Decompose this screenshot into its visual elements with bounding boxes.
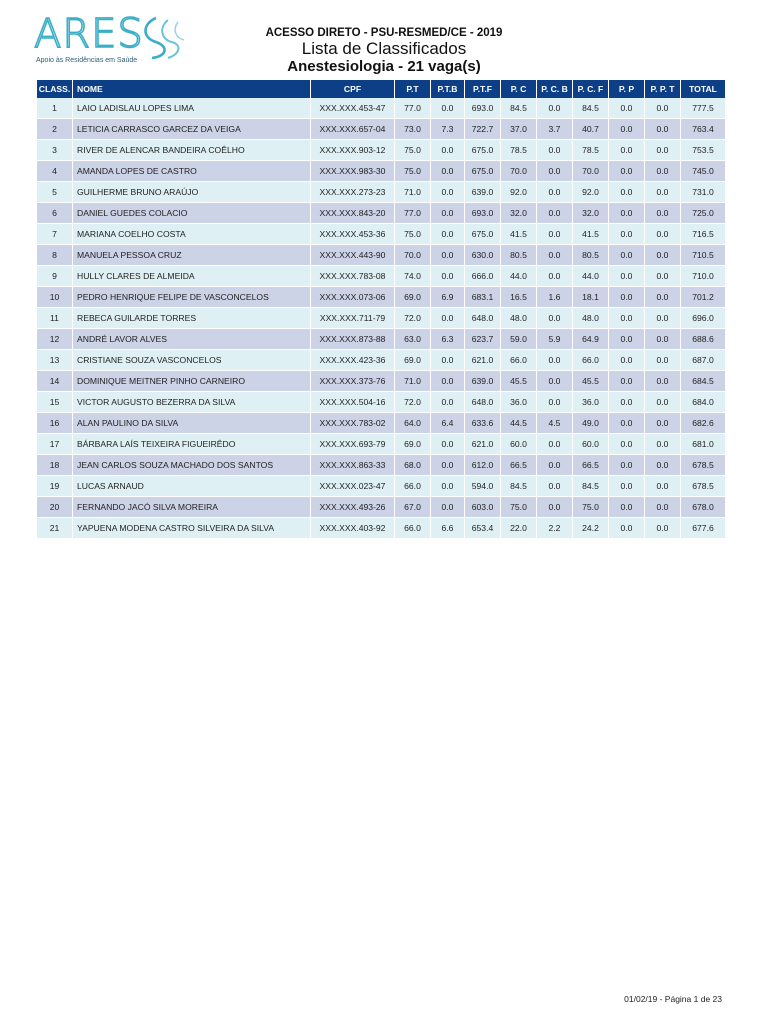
- pp-cell: 0.0: [609, 203, 645, 224]
- ppt-cell: 0.0: [645, 413, 681, 434]
- class-cell: 19: [37, 476, 73, 497]
- total-cell: 678.5: [681, 455, 726, 476]
- ppt-cell: 0.0: [645, 329, 681, 350]
- ptb-cell: 0.0: [431, 434, 465, 455]
- table-row: [37, 140, 726, 161]
- table-row: [37, 434, 726, 455]
- cpf-cell: XXX.XXX.443-90: [311, 245, 395, 266]
- pp-cell: 0.0: [609, 413, 645, 434]
- ptf-cell: 648.0: [465, 392, 501, 413]
- name-cell: CRISTIANE SOUZA VASCONCELOS: [73, 350, 311, 371]
- pt-cell: 63.0: [395, 329, 431, 350]
- header-name-col: NOME: [73, 80, 311, 98]
- ptb-cell: 0.0: [431, 350, 465, 371]
- pp-cell: 0.0: [609, 224, 645, 245]
- ppt-cell: 0.0: [645, 119, 681, 140]
- pcb-cell: 0.0: [537, 371, 573, 392]
- ppt-cell: 0.0: [645, 434, 681, 455]
- name-cell: RIVER DE ALENCAR BANDEIRA COÊLHO: [73, 140, 311, 161]
- header-pcf-col: P. C. F: [573, 80, 609, 98]
- name-cell: ANDRÉ LAVOR ALVES: [73, 329, 311, 350]
- ppt-cell: 0.0: [645, 518, 681, 539]
- pt-cell: 71.0: [395, 371, 431, 392]
- ptf-cell: 639.0: [465, 182, 501, 203]
- logo-swirl-icon: [138, 14, 194, 60]
- ares-logo: [34, 12, 194, 70]
- total-cell: 677.6: [681, 518, 726, 539]
- class-cell: 15: [37, 392, 73, 413]
- cpf-cell: XXX.XXX.843-20: [311, 203, 395, 224]
- class-cell: 21: [37, 518, 73, 539]
- ptb-cell: 0.0: [431, 224, 465, 245]
- table-row: [37, 266, 726, 287]
- ptb-cell: 0.0: [431, 476, 465, 497]
- total-cell: 684.5: [681, 371, 726, 392]
- class-cell: 10: [37, 287, 73, 308]
- total-cell: 678.5: [681, 476, 726, 497]
- document-header: [200, 27, 568, 76]
- pp-cell: 0.0: [609, 140, 645, 161]
- pcb-cell: 0.0: [537, 161, 573, 182]
- pcf-cell: 49.0: [573, 413, 609, 434]
- pp-cell: 0.0: [609, 329, 645, 350]
- pcf-cell: 24.2: [573, 518, 609, 539]
- specialty-title: Anestesiologia - 21 vaga(s): [287, 58, 481, 75]
- cpf-cell: XXX.XXX.073-06: [311, 287, 395, 308]
- table-row: [37, 455, 726, 476]
- class-cell: 7: [37, 224, 73, 245]
- logo-wordmark: ARES: [34, 11, 144, 57]
- pcb-cell: 3.7: [537, 119, 573, 140]
- pcb-cell: 0.0: [537, 182, 573, 203]
- total-cell: 753.5: [681, 140, 726, 161]
- pt-cell: 74.0: [395, 266, 431, 287]
- name-cell: YAPUENA MODENA CASTRO SILVEIRA DA SILVA: [73, 518, 311, 539]
- ptf-cell: 722.7: [465, 119, 501, 140]
- ptf-cell: 633.6: [465, 413, 501, 434]
- ppt-cell: 0.0: [645, 140, 681, 161]
- pc-cell: 22.0: [501, 518, 537, 539]
- pp-cell: 0.0: [609, 434, 645, 455]
- cpf-cell: XXX.XXX.983-30: [311, 161, 395, 182]
- name-cell: LETICIA CARRASCO GARCEZ DA VEIGA: [73, 119, 311, 140]
- ptb-cell: 0.0: [431, 140, 465, 161]
- class-cell: 12: [37, 329, 73, 350]
- name-cell: LUCAS ARNAUD: [73, 476, 311, 497]
- name-cell: HULLY CLARES DE ALMEIDA: [73, 266, 311, 287]
- total-cell: 696.0: [681, 308, 726, 329]
- ptb-cell: 0.0: [431, 203, 465, 224]
- pp-cell: 0.0: [609, 392, 645, 413]
- ptb-cell: 0.0: [431, 392, 465, 413]
- ptb-cell: 0.0: [431, 98, 465, 119]
- table-row: [37, 161, 726, 182]
- pt-cell: 66.0: [395, 518, 431, 539]
- pp-cell: 0.0: [609, 266, 645, 287]
- cpf-cell: XXX.XXX.373-76: [311, 371, 395, 392]
- ptf-cell: 683.1: [465, 287, 501, 308]
- pt-cell: 77.0: [395, 203, 431, 224]
- total-cell: 688.6: [681, 329, 726, 350]
- name-cell: GUILHERME BRUNO ARAÚJO: [73, 182, 311, 203]
- ptf-cell: 693.0: [465, 203, 501, 224]
- header-class-col: CLASS.: [37, 80, 73, 98]
- pcb-cell: 0.0: [537, 455, 573, 476]
- pp-cell: 0.0: [609, 476, 645, 497]
- pcb-cell: 5.9: [537, 329, 573, 350]
- table-row: [37, 245, 726, 266]
- class-cell: 18: [37, 455, 73, 476]
- ptb-cell: 0.0: [431, 455, 465, 476]
- pt-cell: 67.0: [395, 497, 431, 518]
- ptb-cell: 0.0: [431, 497, 465, 518]
- total-cell: 710.0: [681, 266, 726, 287]
- pc-cell: 37.0: [501, 119, 537, 140]
- pt-cell: 77.0: [395, 98, 431, 119]
- pcf-cell: 18.1: [573, 287, 609, 308]
- ptb-cell: 0.0: [431, 161, 465, 182]
- cpf-cell: XXX.XXX.693-79: [311, 434, 395, 455]
- pp-cell: 0.0: [609, 371, 645, 392]
- header-total-col: TOTAL: [681, 80, 726, 98]
- class-cell: 3: [37, 140, 73, 161]
- name-cell: MANUELA PESSOA CRUZ: [73, 245, 311, 266]
- pt-cell: 75.0: [395, 161, 431, 182]
- table-body: [37, 98, 726, 539]
- ppt-cell: 0.0: [645, 497, 681, 518]
- pt-cell: 70.0: [395, 245, 431, 266]
- total-cell: 763.4: [681, 119, 726, 140]
- class-cell: 6: [37, 203, 73, 224]
- total-cell: 716.5: [681, 224, 726, 245]
- class-cell: 11: [37, 308, 73, 329]
- cpf-cell: XXX.XXX.423-36: [311, 350, 395, 371]
- pc-cell: 59.0: [501, 329, 537, 350]
- ptf-cell: 630.0: [465, 245, 501, 266]
- table-row: [37, 182, 726, 203]
- table-row: [37, 518, 726, 539]
- ptb-cell: 7.3: [431, 119, 465, 140]
- class-cell: 17: [37, 434, 73, 455]
- pc-cell: 84.5: [501, 476, 537, 497]
- pcf-cell: 48.0: [573, 308, 609, 329]
- cpf-cell: XXX.XXX.657-04: [311, 119, 395, 140]
- table-header-row: [37, 80, 726, 98]
- pcb-cell: 0.0: [537, 392, 573, 413]
- table-row: [37, 476, 726, 497]
- table-row: [37, 392, 726, 413]
- header-pcb-col: P. C. B: [537, 80, 573, 98]
- header-pc-col: P. C: [501, 80, 537, 98]
- ppt-cell: 0.0: [645, 245, 681, 266]
- table-row: [37, 224, 726, 245]
- classification-table: [37, 80, 726, 539]
- class-cell: 16: [37, 413, 73, 434]
- ptf-cell: 621.0: [465, 434, 501, 455]
- header-ppt-col: P. P. T: [645, 80, 681, 98]
- ppt-cell: 0.0: [645, 287, 681, 308]
- pcf-cell: 44.0: [573, 266, 609, 287]
- pc-cell: 32.0: [501, 203, 537, 224]
- ptb-cell: 0.0: [431, 308, 465, 329]
- pcf-cell: 66.0: [573, 350, 609, 371]
- pcb-cell: 0.0: [537, 434, 573, 455]
- pcb-cell: 0.0: [537, 350, 573, 371]
- total-cell: 710.5: [681, 245, 726, 266]
- pcf-cell: 66.5: [573, 455, 609, 476]
- name-cell: BÁRBARA LAÍS TEIXEIRA FIGUEIRÊDO: [73, 434, 311, 455]
- page-footer: 01/02/19 - Página 1 de 23: [624, 994, 722, 1004]
- table-row: [37, 287, 726, 308]
- total-cell: 684.0: [681, 392, 726, 413]
- name-cell: ALAN PAULINO DA SILVA: [73, 413, 311, 434]
- total-cell: 701.2: [681, 287, 726, 308]
- pcf-cell: 75.0: [573, 497, 609, 518]
- ptf-cell: 612.0: [465, 455, 501, 476]
- class-cell: 1: [37, 98, 73, 119]
- ptf-cell: 623.7: [465, 329, 501, 350]
- pcb-cell: 0.0: [537, 266, 573, 287]
- class-cell: 9: [37, 266, 73, 287]
- pcb-cell: 0.0: [537, 224, 573, 245]
- pt-cell: 72.0: [395, 308, 431, 329]
- ppt-cell: 0.0: [645, 392, 681, 413]
- pt-cell: 72.0: [395, 392, 431, 413]
- class-cell: 13: [37, 350, 73, 371]
- pc-cell: 75.0: [501, 497, 537, 518]
- header-ptf-col: P.T.F: [465, 80, 501, 98]
- pcb-cell: 0.0: [537, 308, 573, 329]
- name-cell: LAIO LADISLAU LOPES LIMA: [73, 98, 311, 119]
- cpf-cell: XXX.XXX.023-47: [311, 476, 395, 497]
- cpf-cell: XXX.XXX.453-36: [311, 224, 395, 245]
- pc-cell: 44.0: [501, 266, 537, 287]
- total-cell: 745.0: [681, 161, 726, 182]
- ppt-cell: 0.0: [645, 476, 681, 497]
- pt-cell: 68.0: [395, 455, 431, 476]
- ptf-cell: 675.0: [465, 224, 501, 245]
- pcf-cell: 70.0: [573, 161, 609, 182]
- pt-cell: 71.0: [395, 182, 431, 203]
- name-cell: DOMINIQUE MEITNER PINHO CARNEIRO: [73, 371, 311, 392]
- pcb-cell: 0.0: [537, 497, 573, 518]
- logo-tagline: Apoio às Residências em Saúde: [36, 57, 138, 64]
- table-row: [37, 413, 726, 434]
- ptf-cell: 648.0: [465, 308, 501, 329]
- cpf-cell: XXX.XXX.783-08: [311, 266, 395, 287]
- name-cell: REBECA GUILARDE TORRES: [73, 308, 311, 329]
- pcb-cell: 0.0: [537, 476, 573, 497]
- pp-cell: 0.0: [609, 182, 645, 203]
- pc-cell: 45.5: [501, 371, 537, 392]
- pcf-cell: 41.5: [573, 224, 609, 245]
- pp-cell: 0.0: [609, 497, 645, 518]
- pcf-cell: 84.5: [573, 98, 609, 119]
- pcf-cell: 84.5: [573, 476, 609, 497]
- class-cell: 8: [37, 245, 73, 266]
- pt-cell: 73.0: [395, 119, 431, 140]
- name-cell: PEDRO HENRIQUE FELIPE DE VASCONCELOS: [73, 287, 311, 308]
- ptf-cell: 621.0: [465, 350, 501, 371]
- pp-cell: 0.0: [609, 119, 645, 140]
- ptf-cell: 675.0: [465, 140, 501, 161]
- ptb-cell: 0.0: [431, 266, 465, 287]
- pc-cell: 92.0: [501, 182, 537, 203]
- pcb-cell: 0.0: [537, 98, 573, 119]
- pc-cell: 16.5: [501, 287, 537, 308]
- pc-cell: 78.5: [501, 140, 537, 161]
- pc-cell: 66.0: [501, 350, 537, 371]
- pc-cell: 44.5: [501, 413, 537, 434]
- cpf-cell: XXX.XXX.863-33: [311, 455, 395, 476]
- pt-cell: 69.0: [395, 287, 431, 308]
- ppt-cell: 0.0: [645, 371, 681, 392]
- class-cell: 4: [37, 161, 73, 182]
- cpf-cell: XXX.XXX.273-23: [311, 182, 395, 203]
- cpf-cell: XXX.XXX.873-88: [311, 329, 395, 350]
- pc-cell: 80.5: [501, 245, 537, 266]
- pcb-cell: 4.5: [537, 413, 573, 434]
- pc-cell: 70.0: [501, 161, 537, 182]
- pcf-cell: 92.0: [573, 182, 609, 203]
- table-row: [37, 497, 726, 518]
- ppt-cell: 0.0: [645, 308, 681, 329]
- ptf-cell: 675.0: [465, 161, 501, 182]
- ptb-cell: 6.6: [431, 518, 465, 539]
- pp-cell: 0.0: [609, 350, 645, 371]
- total-cell: 731.0: [681, 182, 726, 203]
- pc-cell: 84.5: [501, 98, 537, 119]
- pc-cell: 66.5: [501, 455, 537, 476]
- name-cell: MARIANA COELHO COSTA: [73, 224, 311, 245]
- total-cell: 682.6: [681, 413, 726, 434]
- ppt-cell: 0.0: [645, 266, 681, 287]
- pp-cell: 0.0: [609, 287, 645, 308]
- total-cell: 681.0: [681, 434, 726, 455]
- total-cell: 678.0: [681, 497, 726, 518]
- pcf-cell: 40.7: [573, 119, 609, 140]
- pt-cell: 66.0: [395, 476, 431, 497]
- ptb-cell: 6.4: [431, 413, 465, 434]
- pcf-cell: 78.5: [573, 140, 609, 161]
- pp-cell: 0.0: [609, 308, 645, 329]
- pcf-cell: 64.9: [573, 329, 609, 350]
- ptb-cell: 6.3: [431, 329, 465, 350]
- table-row: [37, 329, 726, 350]
- table-row: [37, 119, 726, 140]
- ptf-cell: 666.0: [465, 266, 501, 287]
- pp-cell: 0.0: [609, 518, 645, 539]
- pt-cell: 69.0: [395, 350, 431, 371]
- ppt-cell: 0.0: [645, 98, 681, 119]
- ppt-cell: 0.0: [645, 161, 681, 182]
- cpf-cell: XXX.XXX.903-12: [311, 140, 395, 161]
- table-row: [37, 98, 726, 119]
- table-row: [37, 350, 726, 371]
- pcf-cell: 60.0: [573, 434, 609, 455]
- pp-cell: 0.0: [609, 455, 645, 476]
- header-cpf-col: CPF: [311, 80, 395, 98]
- header-ptb-col: P.T.B: [431, 80, 465, 98]
- pt-cell: 69.0: [395, 434, 431, 455]
- ptf-cell: 603.0: [465, 497, 501, 518]
- exam-title: ACESSO DIRETO - PSU-RESMED/CE - 2019: [265, 27, 503, 39]
- ppt-cell: 0.0: [645, 224, 681, 245]
- pcf-cell: 32.0: [573, 203, 609, 224]
- ppt-cell: 0.0: [645, 203, 681, 224]
- pc-cell: 41.5: [501, 224, 537, 245]
- name-cell: FERNANDO JACÓ SILVA MOREIRA: [73, 497, 311, 518]
- pcb-cell: 1.6: [537, 287, 573, 308]
- class-cell: 20: [37, 497, 73, 518]
- pt-cell: 75.0: [395, 224, 431, 245]
- class-cell: 14: [37, 371, 73, 392]
- pp-cell: 0.0: [609, 98, 645, 119]
- pcf-cell: 80.5: [573, 245, 609, 266]
- total-cell: 777.5: [681, 98, 726, 119]
- cpf-cell: XXX.XXX.504-16: [311, 392, 395, 413]
- pcb-cell: 0.0: [537, 203, 573, 224]
- ppt-cell: 0.0: [645, 455, 681, 476]
- header-pt-col: P.T: [395, 80, 431, 98]
- name-cell: JEAN CARLOS SOUZA MACHADO DOS SANTOS: [73, 455, 311, 476]
- name-cell: DANIEL GUEDES COLACIO: [73, 203, 311, 224]
- ptb-cell: 0.0: [431, 182, 465, 203]
- cpf-cell: XXX.XXX.453-47: [311, 98, 395, 119]
- total-cell: 725.0: [681, 203, 726, 224]
- pcb-cell: 2.2: [537, 518, 573, 539]
- pc-cell: 36.0: [501, 392, 537, 413]
- cpf-cell: XXX.XXX.783-02: [311, 413, 395, 434]
- list-title: Lista de Classificados: [301, 39, 467, 58]
- ptb-cell: 0.0: [431, 245, 465, 266]
- pcf-cell: 36.0: [573, 392, 609, 413]
- ptf-cell: 594.0: [465, 476, 501, 497]
- name-cell: VICTOR AUGUSTO BEZERRA DA SILVA: [73, 392, 311, 413]
- pcb-cell: 0.0: [537, 140, 573, 161]
- pcf-cell: 45.5: [573, 371, 609, 392]
- pcb-cell: 0.0: [537, 245, 573, 266]
- pp-cell: 0.0: [609, 245, 645, 266]
- class-cell: 5: [37, 182, 73, 203]
- name-cell: AMANDA LOPES DE CASTRO: [73, 161, 311, 182]
- ptb-cell: 0.0: [431, 371, 465, 392]
- table-row: [37, 308, 726, 329]
- cpf-cell: XXX.XXX.493-26: [311, 497, 395, 518]
- pt-cell: 64.0: [395, 413, 431, 434]
- table-row: [37, 203, 726, 224]
- pc-cell: 60.0: [501, 434, 537, 455]
- cpf-cell: XXX.XXX.403-92: [311, 518, 395, 539]
- header-pp-col: P. P: [609, 80, 645, 98]
- pc-cell: 48.0: [501, 308, 537, 329]
- ptb-cell: 6.9: [431, 287, 465, 308]
- ptf-cell: 653.4: [465, 518, 501, 539]
- table-row: [37, 371, 726, 392]
- cpf-cell: XXX.XXX.711-79: [311, 308, 395, 329]
- ppt-cell: 0.0: [645, 182, 681, 203]
- pt-cell: 75.0: [395, 140, 431, 161]
- ptf-cell: 693.0: [465, 98, 501, 119]
- total-cell: 687.0: [681, 350, 726, 371]
- class-cell: 2: [37, 119, 73, 140]
- ptf-cell: 639.0: [465, 371, 501, 392]
- pp-cell: 0.0: [609, 161, 645, 182]
- ppt-cell: 0.0: [645, 350, 681, 371]
